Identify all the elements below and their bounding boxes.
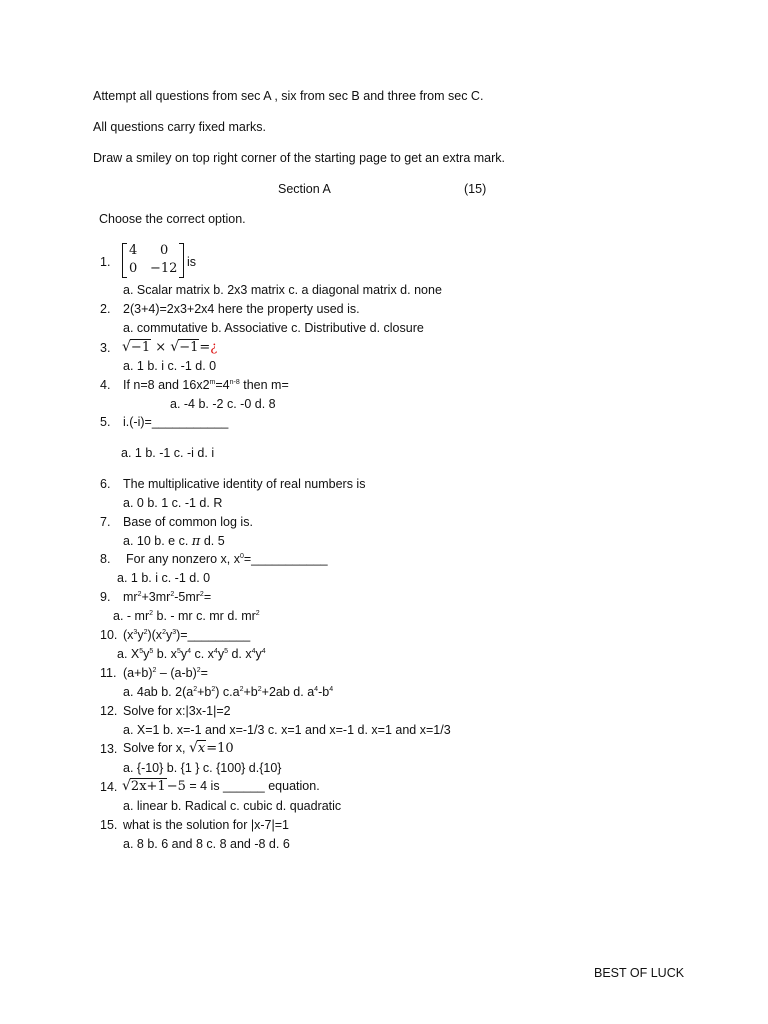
- q11-options: a. 4ab b. $2(a^2+b^2)$ $c.a^2+b^2+2ab$ d. $a^4-b^4$: [123, 685, 334, 699]
- q1-number: 1.: [100, 255, 111, 269]
- q9-options: a. - $mr^2$ b. - mr c. mr d. $mr^2$: [113, 609, 260, 623]
- q13-options: a. {-10} b. {1 } c. {100} d.{10}: [123, 761, 282, 775]
- footer-best-of-luck: BEST OF LUCK: [594, 966, 685, 980]
- section-marks: (15): [464, 182, 487, 196]
- q1-tail: is: [187, 255, 197, 269]
- q5-number: 5.: [100, 415, 111, 429]
- q15-text: what is the solution for |x-7|=1: [123, 818, 289, 832]
- q13-number: 13.: [100, 742, 118, 756]
- q6-options: a. 0 b. 1 c. -1 d. R: [123, 496, 223, 510]
- q12-options: a. X=1 b. x=-1 and x=-1/3 c. x=1 and x=-1 d. x=1 and x=1/3: [123, 723, 451, 737]
- q10-number: 10.: [100, 628, 118, 642]
- radical-sign: √: [189, 740, 198, 756]
- q11-number: 11.: [100, 666, 117, 680]
- q10-options: a. $X^5y^5$ b. $x^5y^4$ c. $x^4y^5$ d. $x^4y^4$: [117, 647, 266, 661]
- q13-radicand: x: [197, 741, 206, 756]
- q6-text: The multiplicative identity of real numbers is: [123, 477, 366, 491]
- radical-sign: √: [170, 339, 180, 355]
- q9-number: 9.: [100, 590, 111, 604]
- q11-text: $(a+b)^2 - (a-b)^2=$: [123, 666, 208, 680]
- q4-options: a. -4 b. -2 c. -0 d. 8: [170, 397, 276, 411]
- q15-number: 15.: [100, 818, 118, 832]
- section-direction: Choose the correct option.: [99, 212, 246, 226]
- q3-radicand-2: −1: [179, 340, 199, 355]
- q3-expression: [122, 339, 217, 356]
- q14-radicand: 2x+1: [130, 779, 166, 794]
- q2-options: a. commutative b. Associative c. Distributive d. closure: [123, 321, 424, 335]
- q7-options: a. 10 b. e c. π d. 5: [123, 534, 225, 549]
- q8-text: For any nonzero x, $x^0=\_\_\_\_\_\_\_\_\_\_\_$: [126, 552, 328, 566]
- q12-text: Solve for x:|3x-1|=2: [123, 704, 231, 718]
- instruction-2: All questions carry fixed marks.: [93, 120, 266, 134]
- instruction-3: Draw a smiley on top right corner of the starting page to get an extra mark.: [93, 151, 506, 165]
- q6-number: 6.: [100, 477, 111, 491]
- q4-text: If n=8 and $16x2^m=4^{n-8}$ then m=: [123, 378, 289, 392]
- matrix-left-bracket: [122, 243, 127, 278]
- q3-tail: ¿: [210, 340, 218, 355]
- q3-options: a. 1 b. i c. -1 d. 0: [123, 359, 217, 373]
- matrix-cell: 4: [129, 243, 138, 258]
- matrix-cell: −12: [150, 261, 178, 276]
- q14-text: √2x+1−5 = 4 is ______ equation.: [122, 778, 320, 794]
- q14-options: a. linear b. Radical c. cubic d. quadratic: [123, 799, 342, 813]
- q1-options: a. Scalar matrix b. 2x3 matrix c. a diagonal matrix d. none: [123, 283, 442, 297]
- q7-number: 7.: [100, 515, 111, 529]
- q10-text: $(x^3y^2)(x^2y^3)=\_\_\_\_\_\_\_\_\_$: [123, 628, 251, 642]
- q9-text: $mr^2+3mr^2-5mr^2=$: [123, 590, 212, 604]
- instruction-1: Attempt all questions from sec A , six from sec B and three from sec C.: [93, 89, 484, 103]
- q2-text: 2(3+4)=2x3+2x4 here the property used is.: [123, 302, 360, 316]
- q13-text: Solve for x, √x=10: [123, 740, 234, 756]
- q4-number: 4.: [100, 378, 111, 392]
- section-title: Section A: [278, 182, 331, 196]
- radical-sign: √: [122, 778, 131, 794]
- q7-text: Base of common log is.: [123, 515, 253, 529]
- q1-matrix: [122, 243, 184, 277]
- times-sign: ×: [155, 340, 167, 355]
- q8-number: 8.: [100, 552, 111, 566]
- matrix-cell: 0: [129, 261, 138, 276]
- q5-options: a. 1 b. -1 c. -i d. i: [121, 446, 215, 460]
- q2-number: 2.: [100, 302, 111, 316]
- radical-sign: √: [122, 339, 131, 355]
- matrix-right-bracket: [179, 243, 184, 278]
- q12-number: 12.: [100, 704, 118, 718]
- equals-sign: =: [199, 340, 211, 355]
- q8-options: a. 1 b. i c. -1 d. 0: [117, 571, 211, 585]
- q3-radicand-1: −1: [130, 340, 151, 355]
- q3-number: 3.: [100, 341, 111, 355]
- q14-number: 14.: [100, 780, 118, 794]
- q15-options: a. 8 b. 6 and 8 c. 8 and -8 d. 6: [123, 837, 290, 851]
- q5-text: i.(-i)=___________: [123, 415, 229, 429]
- matrix-cell: 0: [160, 243, 169, 258]
- pi-symbol: π: [191, 534, 201, 549]
